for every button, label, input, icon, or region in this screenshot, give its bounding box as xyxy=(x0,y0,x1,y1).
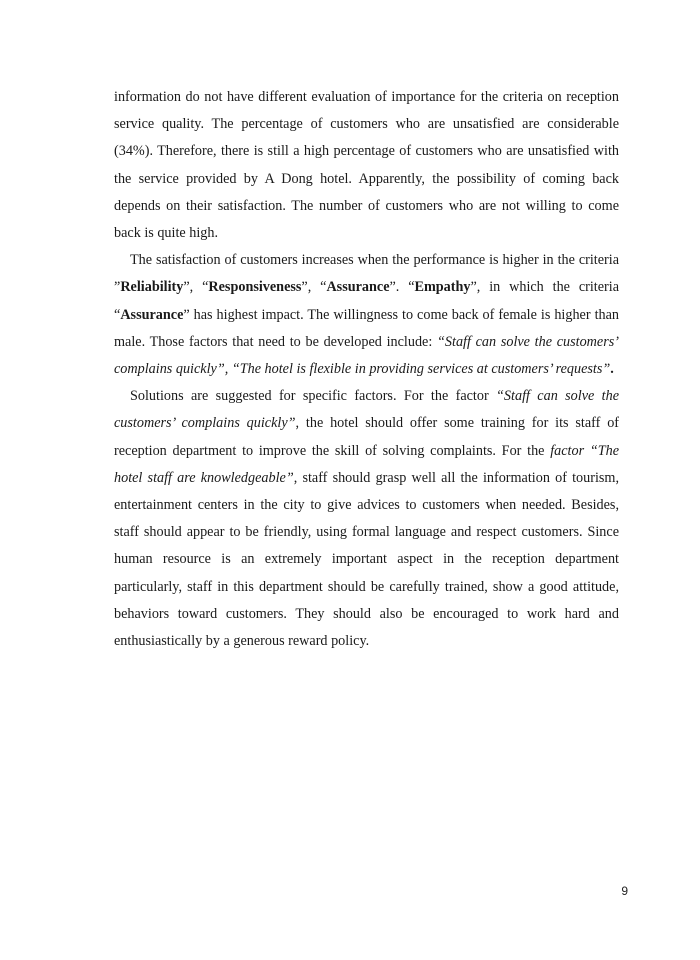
text-run: . xyxy=(610,361,614,378)
paragraph-solutions xyxy=(114,383,619,655)
text-run: information do not have different evaluation of importance for the criteria on reception service quality. The percentage of customers who are unsatisfied are considerable (34%). Therefore, there is still a high percentage of customers who are unsatisfied with the service provided by A Dong hotel. Apparently, the possibility of coming back depends on their satisfaction. The number of customers who are not willing to come back is quite high. xyxy=(114,89,619,242)
text-run: ”, “ xyxy=(301,279,327,296)
page-number: 9 xyxy=(621,884,628,898)
criterion-reliability: Reliability xyxy=(120,279,184,296)
factor-quote-complaints: “Staff can solve the customers’ complains quickly” xyxy=(114,388,619,432)
factor-quote-knowledgeable: factor “The hotel staff are knowledgeable” xyxy=(114,442,619,486)
text-run: ” has highest impact. The willingness to come back of female is higher than male. Those factors that need to be developed include: xyxy=(114,306,619,350)
paragraph-satisfaction-criteria xyxy=(114,247,619,383)
criterion-empathy: Empathy xyxy=(414,279,471,296)
text-run: ”. “ xyxy=(389,279,415,296)
factors-quote: “Staff can solve the customers’ complains quickly”, “The hotel is flexible in providing services at customers’ requests” xyxy=(114,333,619,378)
text-run: ”, “ xyxy=(183,279,209,296)
text-run: The satisfaction of customers increases when the performance is higher in the criteria ” xyxy=(114,252,619,296)
criterion-responsiveness: Responsiveness xyxy=(208,279,302,296)
text-run: , the hotel should offer some training for its staff of reception department to improve the skill of solving complaints. For the xyxy=(114,415,620,459)
criterion-assurance-highest: Assurance xyxy=(120,306,184,323)
text-run: Solutions are suggested for specific factors. For the factor xyxy=(130,388,497,405)
body-text xyxy=(114,84,619,655)
criterion-assurance: Assurance xyxy=(326,279,390,296)
paragraph-conclusion-intro xyxy=(114,84,619,247)
text-run: ”, in which the criteria “ xyxy=(114,279,619,323)
text-run: , staff should grasp well all the information of tourism, entertainment centers in the city to give advices to customers when needed. Besides, staff should appear to be friendly, using formal language and respect customers. Since human resource is an extremely important aspect in the reception department particularly, staff in this department should be carefully trained, show a good attitude, behaviors toward customers. They should also be encouraged to work hard and enthusiastically by a generous reward policy. xyxy=(114,469,619,650)
